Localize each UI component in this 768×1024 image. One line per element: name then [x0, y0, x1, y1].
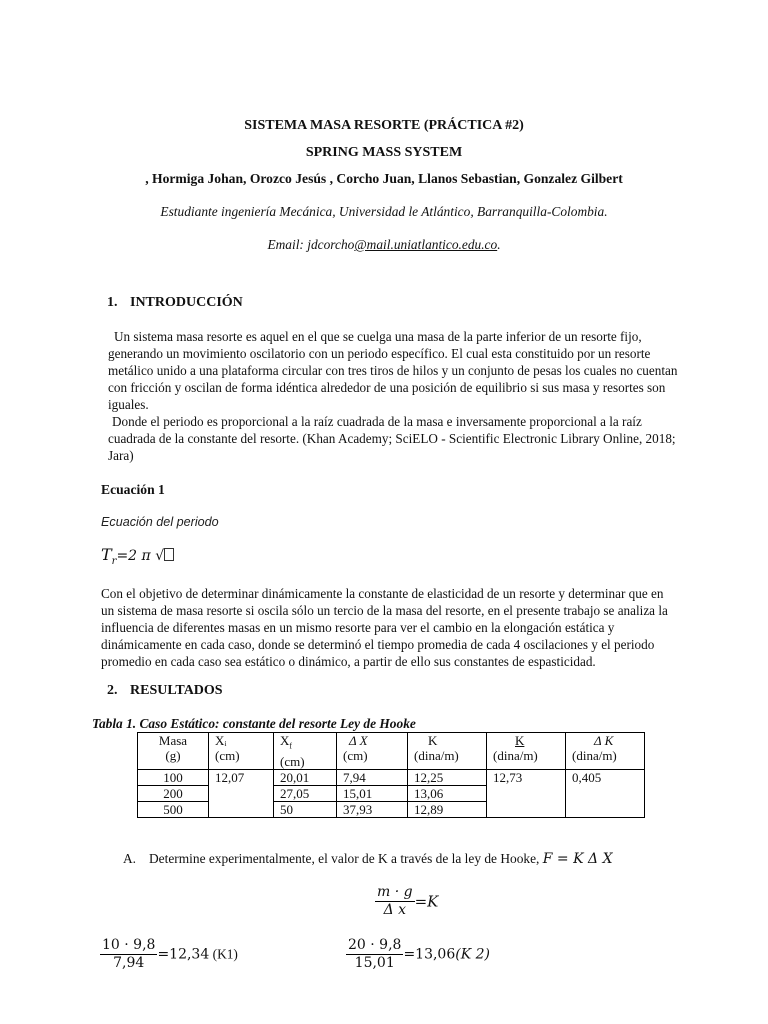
section-intro-heading: INTRODUCCIÓN [130, 295, 243, 310]
cell-delta-x: 37,93 [337, 801, 408, 817]
part-a-letter: A. [123, 851, 137, 866]
objective-line: promedio en cada caso sea estático o dinámico, a partir de ello sus constantes de espasticidad. [101, 654, 596, 669]
cell-xf: 27,05 [274, 785, 337, 801]
intro-paragraph [108, 328, 714, 464]
objective-line: un sistema de masa resorte si oscila sólo un tercio de la masa del resorte, en el presente trabajo se analiza la [101, 603, 668, 618]
intro-line: Un sistema masa resorte es aquel en el que se cuelga una masa de la parte inferior de un resorte fijo, [114, 329, 642, 344]
cell-masa: 100 [138, 769, 209, 785]
k2-numerator: 20 · 9,8 [348, 937, 402, 953]
table-header-row [138, 733, 645, 770]
cell-masa: 200 [138, 785, 209, 801]
affiliation: Estudiante ingeniería Mecánica, Universidad le Atlántico, Barranquilla-Colombia. [160, 204, 608, 219]
period-equation [101, 545, 174, 567]
k-formula [375, 884, 438, 919]
k2-result: =13,06 [403, 946, 456, 963]
header-cell-delta-x: Δ X (cm) [337, 733, 408, 770]
authors-line: , Hormiga Johan, Orozco Jesús , Corcho Juan, Llanos Sebastian, Gonzalez Gilbert [145, 171, 623, 186]
cell-delta-x: 15,01 [337, 785, 408, 801]
k1-denominator: 7,94 [113, 955, 145, 971]
header-cell-xf: $X_f$ (cm) [274, 733, 337, 770]
k-formula-denominator: Δ x [383, 902, 407, 918]
k1-numerator: 10 · 9,8 [102, 937, 156, 953]
objective-line: influencia de diferentes masas en un mismo resorte para ver el cambio en la elongación estática y [101, 620, 615, 635]
intro-line: cuadrada de la constante del resorte. (Khan Academy; SciELO - Scientific Electronic Library Online, 2018; [108, 431, 676, 446]
part-a-text [149, 851, 613, 867]
placeholder-box-icon [164, 548, 174, 561]
table-row [138, 769, 645, 785]
document-subtitle: SPRING MASS SYSTEM [305, 145, 463, 160]
objective-line: dinámicamente en cada caso, donde se determinó el tiempo promedia de cada 4 oscilaciones y el periodo [101, 637, 655, 652]
k2-denominator: 15,01 [354, 955, 395, 971]
k2-calculation [346, 937, 490, 972]
cell-k: 13,06 [408, 785, 487, 801]
intro-line: metálico unido a una plataforma circular con tres tiros de hilos y un conjunto de pesas los cuales no cuentan [108, 363, 678, 378]
intro-line: con fricción y oscilan de forma idéntica alrededor de una posición de equilibrio si sus masa y resortes son [108, 380, 666, 395]
k1-calculation [100, 937, 238, 972]
header-cell-xi: Xᵢ (cm) [209, 733, 274, 770]
document-title: SISTEMA MASA RESORTE (PRÁCTICA #2) [244, 118, 524, 133]
email-line [0, 237, 768, 253]
k-formula-numerator: m · g [377, 884, 413, 900]
hooke-law-formula: F = K Δ X [542, 851, 613, 867]
objective-paragraph [101, 585, 707, 670]
header-cell-masa: Masa (g) [138, 733, 209, 770]
equation-rhs: =2 π √ [116, 548, 165, 564]
k-formula-fraction [375, 884, 415, 919]
email-domain-link[interactable]: @mail.uniatlantico.edu.co [354, 237, 498, 252]
intro-line: generando un movimiento oscilatorio con un periodo específico. El cual esta constituido por un resorte [108, 346, 651, 361]
part-a-instruction: Determine experimentalmente, el valor de K a través de la ley de Hooke, [149, 851, 540, 866]
objective-line: Con el objetivo de determinar dinámicamente la constante de elasticidad de un resorte y determinar que en [101, 586, 664, 601]
header-cell-k: K (dina/m) [408, 733, 487, 770]
cell-k: 12,89 [408, 801, 487, 817]
header-cell-k-mean: K (dina/m) [487, 733, 566, 770]
table-caption: Tabla 1. Caso Estático: constante del resorte Ley de Hooke [92, 716, 416, 731]
k1-fraction [100, 937, 157, 972]
cell-k: 12,25 [408, 769, 487, 785]
k1-tag: (K1) [212, 946, 238, 962]
k2-tag: (K 2) [455, 946, 490, 963]
cell-delta-x: 7,94 [337, 769, 408, 785]
cell-delta-k-merged: 0,405 [566, 769, 645, 817]
intro-line: Donde el periodo es proporcional a la raíz cuadrada de la masa e inversamente proporcional a la raíz [112, 414, 642, 429]
cell-k-mean-merged: 12,73 [487, 769, 566, 817]
cell-masa: 500 [138, 801, 209, 817]
cell-xf: 20,01 [274, 769, 337, 785]
k1-result: =12,34 [157, 946, 210, 963]
intro-line: iguales. [108, 397, 149, 412]
email-prefix: Email: jdcorcho [267, 237, 355, 252]
section-results-number: 2. [107, 683, 118, 698]
section-intro-number: 1. [107, 295, 118, 310]
header-cell-delta-k: Δ K (dina/m) [566, 733, 645, 770]
equation-caption: Ecuación del periodo [101, 515, 219, 529]
section-results-heading: RESULTADOS [130, 683, 223, 698]
k2-fraction [346, 937, 403, 972]
k-formula-rhs: =K [414, 892, 439, 911]
equation-label: Ecuación 1 [101, 482, 165, 497]
equation-lhs-sub: r [111, 556, 117, 568]
email-suffix: . [497, 237, 501, 252]
intro-line: Jara) [108, 448, 134, 463]
equation-lhs: T [101, 545, 112, 564]
cell-xf: 50 [274, 801, 337, 817]
cell-xi-merged: 12,07 [209, 769, 274, 817]
hooke-static-table [137, 732, 645, 818]
